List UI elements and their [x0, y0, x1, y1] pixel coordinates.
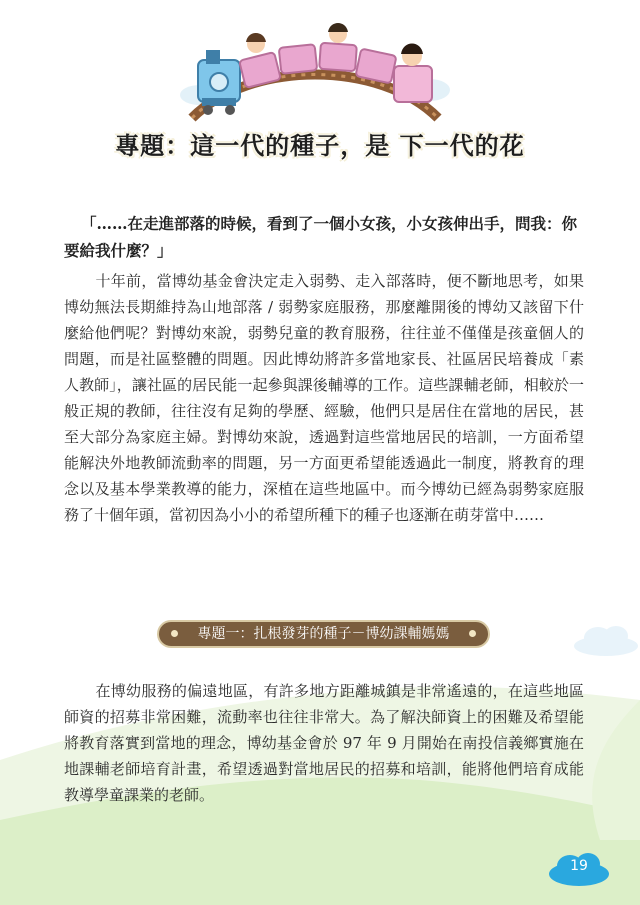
train-illustration [180, 20, 450, 130]
page-title: 專題：這一代的種子，是 下一代的花 [115, 132, 525, 160]
locomotive-icon [198, 50, 240, 115]
opening-quote: 「……在走進部落的時候，看到了一個小女孩，小女孩伸出手，問我：你要給我什麼？」 [64, 214, 578, 260]
cloud-icon [572, 618, 640, 658]
section-banner [157, 620, 490, 650]
page-number: 19 [570, 858, 588, 874]
intro-paragraph: 十年前，當博幼基金會決定走入弱勢、走入部落時，便不斷地思考，如果博幼無法長期維持為山地部落 / 弱勢家庭服務，那麼離開後的博幼又該留下什麼給他們呢？對博幼來說，弱勢兒童的教育服務，往往並不僅僅是孩童個人的問題，而是社區整體的問題。因此博幼將許多當地家長、社區居民培養成「素人教師」，讓社區的居民能一起參與課後輔導的工作。這些課輔老師，相較於一般正規的教師，往往沒有足夠的學歷、經驗，他們只是居住在當地的居民，甚至大部分為家庭主婦。對博幼來說，透過對這些當地居民的培訓，一方面希望能解決外地教師流動率的問題，另一方面更希望能透過此一制度，將教育的理念以及基本學業教導的能力，深植在這些地區中。而今博幼已經為弱勢家庭服務了十個年頭，當初因為小小的希望所種下的種子也逐漸在萌芽當中…… [64, 272, 584, 524]
page-number-badge [548, 850, 610, 888]
section-heading: 專題一：扎根發芽的種子－博幼課輔媽媽 [197, 626, 450, 642]
section-paragraph: 在博幼服務的偏遠地區，有許多地方距離城鎮是非常遙遠的，在這些地區師資的招募非常困難，流動率也往往非常大。為了解決師資上的困難及希望能將教育落實到當地的理念，博幼基金會於 97 年 9 月開始在南投信義鄉實施在地課輔老師培育計畫，希望透過對當地居民的招募和培訓，能將他們培育成能教導學童課業的老師。 [64, 682, 584, 804]
